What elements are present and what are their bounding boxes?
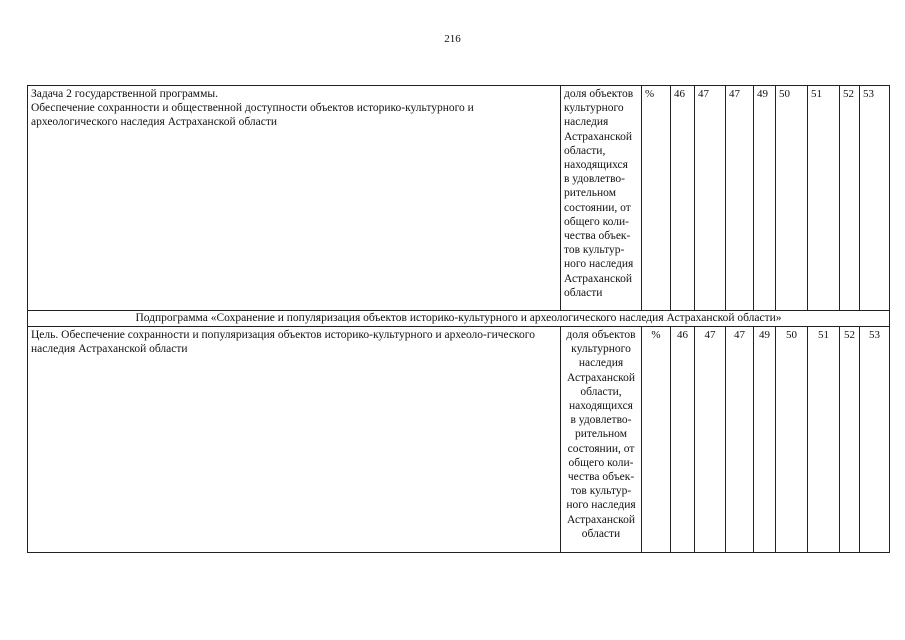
indicator-line: области, <box>564 144 606 157</box>
subprogram-title: Подпрограмма «Сохранение и популяризация объектов историко-культурного и археологического наследия Астраханской области» <box>28 311 890 327</box>
indicator-line: Астраханской <box>566 513 635 526</box>
goal-value: 47 <box>695 327 726 553</box>
indicator-line: в удовлетво- <box>564 173 626 186</box>
goal-value: 53 <box>860 327 890 553</box>
task-value: 50 <box>776 86 808 311</box>
indicator-line: состоянии, от <box>564 201 631 214</box>
task-row <box>28 86 890 311</box>
task-value: 47 <box>726 86 754 311</box>
indicator-line: общего коли- <box>568 456 634 469</box>
indicator-line: находящихся <box>564 159 628 172</box>
goal-description-cell <box>28 327 561 553</box>
indicator-line: Астраханской <box>564 130 633 143</box>
indicator-line: наследия <box>578 357 624 370</box>
goal-value: 52 <box>840 327 860 553</box>
indicator-line: Астраханской <box>566 371 635 384</box>
goal-value: 51 <box>808 327 840 553</box>
goal-unit: % <box>642 327 671 553</box>
goal-value: 50 <box>776 327 808 553</box>
task-text: Обеспечение сохранности и общественной доступности объектов историко-культурного и археологического наследия Астраханской области <box>31 102 474 129</box>
task-description-cell <box>28 86 561 311</box>
goal-value: 47 <box>726 327 754 553</box>
indicator-line: состоянии, от <box>567 442 635 455</box>
task-value: 47 <box>695 86 726 311</box>
indicator-line: области <box>581 527 621 540</box>
goal-row <box>28 327 890 553</box>
goal-value: 49 <box>754 327 776 553</box>
indicator-line: культурного <box>571 343 631 356</box>
indicator-line: чества объек- <box>567 471 635 484</box>
indicator-line: культурного <box>564 102 624 115</box>
task-value: 46 <box>671 86 695 311</box>
goal-text: Цель. Обеспечение сохранности и популяризация объектов историко-культурного и археоло-гического наследия Астраханской области <box>31 329 535 356</box>
task-indicator-cell <box>561 86 642 311</box>
indicator-line: чества объек- <box>564 230 631 243</box>
indicator-line: доля объектов <box>566 329 636 341</box>
task-value: 53 <box>860 86 890 311</box>
goal-value: 46 <box>671 327 695 553</box>
indicators-table <box>27 85 890 553</box>
indicator-line: находящихся <box>569 400 633 413</box>
task-value: 49 <box>754 86 776 311</box>
indicator-line: в удовлетво- <box>570 414 632 427</box>
indicator-line: рительном <box>575 428 627 441</box>
task-heading: Задача 2 государственной программы. <box>31 88 218 100</box>
indicator-line: рительном <box>564 187 616 200</box>
indicator-line: общего коли- <box>564 215 629 228</box>
goal-indicator-cell <box>561 327 642 553</box>
page-number: 216 <box>444 33 461 45</box>
indicator-line: тов культур- <box>570 485 632 498</box>
indicator-line: наследия <box>564 116 609 129</box>
subprogram-row <box>28 311 890 327</box>
indicator-line: области <box>564 286 603 299</box>
indicator-line: Астраханской <box>564 272 633 285</box>
indicator-line: ного наследия <box>566 499 636 512</box>
task-value: 51 <box>808 86 840 311</box>
task-unit: % <box>642 86 671 311</box>
indicator-line: тов культур- <box>564 244 625 257</box>
indicator-line: доля объектов <box>564 88 634 100</box>
task-value: 52 <box>840 86 860 311</box>
indicator-line: ного наследия <box>564 258 634 271</box>
indicator-line: области, <box>580 385 622 398</box>
